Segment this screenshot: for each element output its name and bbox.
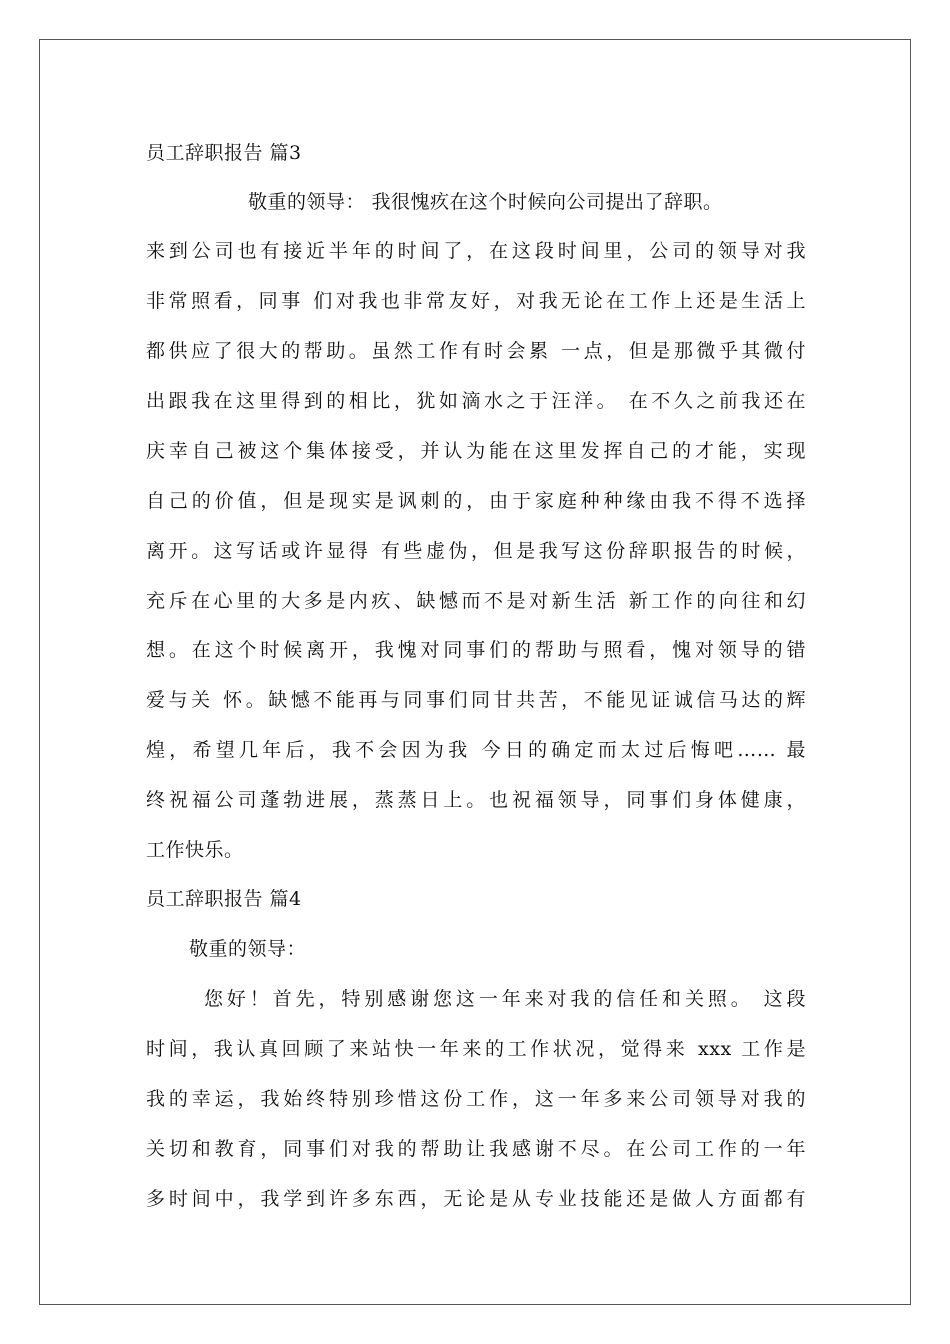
paragraph-line: 时间，我认真回顾了来站快一年来的工作状况，觉得来 xxx 工作是 [146,1038,806,1060]
paragraph-line: 敬重的领导： 我很愧疚在这个时候向公司提出了辞职。 [248,191,723,213]
paragraph-line: 终祝福公司蓬勃进展，蒸蒸日上。也祝福领导，同事们身体健康， [146,789,806,811]
paragraph-line: 您好！首先，特别感谢您这一年来对我的信任和关照。 这段 [204,988,806,1010]
paragraph-line: 关切和教育，同事们对我的帮助让我感谢不尽。在公司工作的一年 [146,1138,806,1160]
paragraph-line: 庆幸自己被这个集体接受，并认为能在这里发挥自己的才能，实现 [146,440,806,462]
paragraph-line: 来到公司也有接近半年的时间了，在这段时间里，公司的领导对我 [146,240,806,262]
paragraph-line: 都供应了很大的帮助。虽然工作有时会累 一点，但是那微乎其微付 [146,340,806,362]
paragraph-line: 我的幸运，我始终特别珍惜这份工作，这一年多来公司领导对我的 [146,1088,806,1110]
paragraph-line: 自己的价值，但是现实是讽刺的，由于家庭种种缘由我不得不选择 [146,490,806,512]
page-frame [39,39,911,1305]
paragraph-line: 想。在这个时候离开，我愧对同事们的帮助与照看，愧对领导的错 [146,639,806,661]
paragraph-line: 工作快乐。 [146,839,244,861]
paragraph-line: 多时间中，我学到许多东西，无论是从专业技能还是做人方面都有 [146,1188,806,1210]
section-heading: 员工辞职报告 篇3 [146,142,302,164]
paragraph-line: 离开。这写话或许显得 有些虚伪，但是我写这份辞职报告的时候， [146,540,806,562]
paragraph-line: 非常照看，同事 们对我也非常友好，对我无论在工作上还是生活上 [146,290,806,312]
section-heading: 员工辞职报告 篇4 [146,888,302,910]
paragraph-line: 充斥在心里的大多是内疚、缺憾而不是对新生活 新工作的向往和幻 [146,590,806,612]
paragraph-line: 出跟我在这里得到的相比，犹如滴水之于汪洋。 在不久之前我还在 [146,390,806,412]
paragraph-line: 爱与关 怀。缺憾不能再与同事们同甘共苦，不能见证诚信马达的辉 [146,689,806,711]
greeting: 敬重的领导： [189,938,307,960]
paragraph-line: 煌，希望几年后，我不会因为我 今日的确定而太过后悔吧…… 最 [146,739,806,761]
